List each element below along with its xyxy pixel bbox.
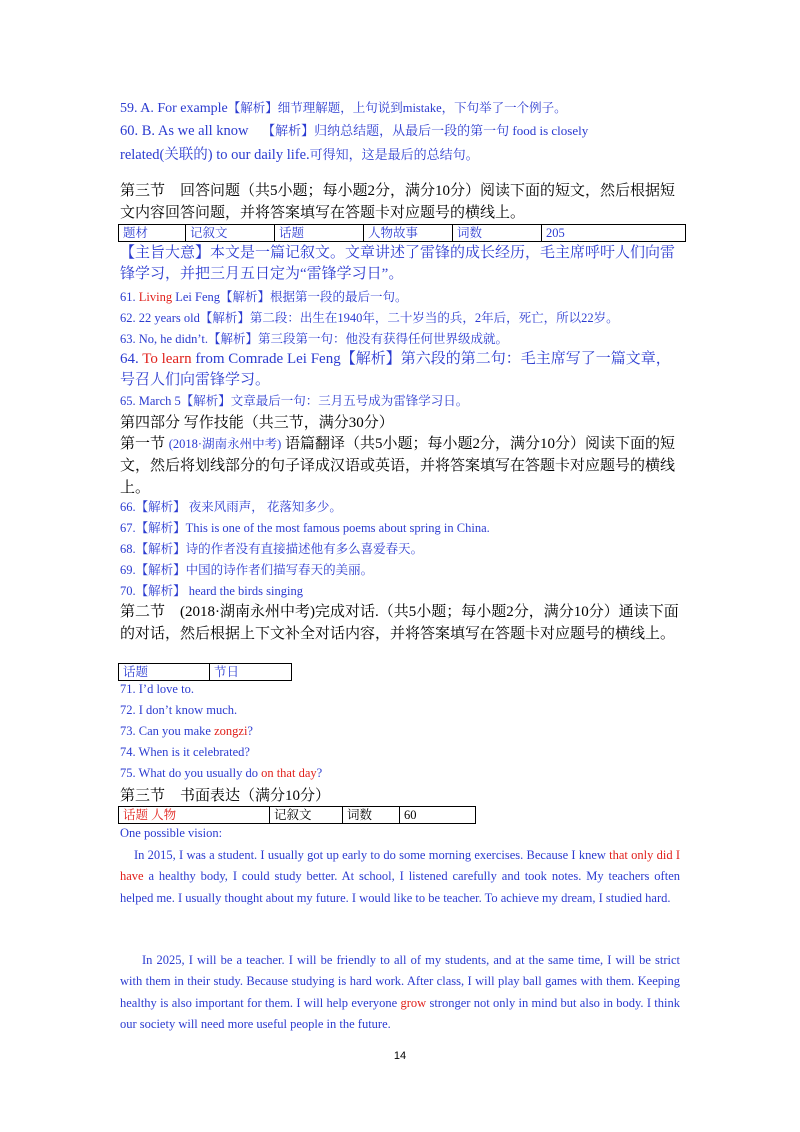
answer-59 [120,98,567,117]
answer-70: 70.【解析】 heard the birds singing [120,584,303,598]
answer-59-tag: 【解析】 [227,101,278,115]
answer-60-line2 [120,143,479,164]
answer-73-post: ? [247,724,253,738]
sec1-pre: 第一节 [120,436,169,452]
info-cell: 话题 [119,664,210,681]
section3w-heading: 第三节 书面表达（满分10分） [120,788,331,804]
answer-60-tag: 【解析】 [262,123,315,138]
essay-p2-red: grow [400,995,427,1010]
essay-p1-a: In 2015, I was a student. I usually got up early to do some morning exercises. Because I knew [134,848,610,862]
sec1-rest: 语篇翻译（共5小题；每小题2分，满分10分）阅读下面的短文，然后将划线部分的句子译成汉语或英语，并将答案填写在答题卡对应题号的横线上。 [120,436,676,496]
info-cell: 题材 [119,225,186,242]
answer-64-num: 64. [120,351,143,367]
answer-68: 68.【解析】诗的作者没有直接描述他有多么喜爱春天。 [120,542,424,556]
answer-64-red: To learn [142,351,192,367]
answer-59-text: 细节理解题，上句说到mistake，下句举了一个例子。 [277,101,567,115]
answer-71: 71. I’d love to. [120,682,194,696]
info-cell: 节日 [210,664,292,681]
answer-62: 62. 22 years old【解析】第二段：出生在1940年，二十岁当的兵，2年后，死亡，所以22岁。 [120,311,619,325]
answer-65: 65. March 5【解析】文章最后一句：三月五号成为雷锋学习日。 [120,394,469,408]
section3-heading: 第三节 回答问题（共5小题；每小题2分，满分10分）阅读下面的短文，然后根据短文内容回答问题，并将答案填写在答题卡对应题号的横线上。 [120,183,676,221]
answer-60-head: 60. B. As we all know [120,123,249,139]
answer-64 [120,349,680,391]
one-possible-version: One possible vision: [120,826,223,840]
answer-75 [120,766,322,781]
info-cell: 记叙文 [186,225,275,242]
info-cell: 话题 人物 [119,807,270,824]
info-cell: 205 [542,225,686,242]
main-idea: 【主旨大意】本文是一篇记叙文。文章讲述了雷锋的成长经历，毛主席呼吁人们向雷锋学习，并把三月五日定为“雷锋学习日”。 [120,245,676,282]
answer-60-line2-cn: 可得知，这是最后的总结句。 [309,147,479,162]
answer-73-red: zongzi [214,724,248,738]
answer-60 [120,120,588,140]
essay-paragraph-2 [120,950,680,1035]
answer-61-rest: Lei Feng【解析】根据第一段的最后一句。 [172,290,408,304]
section2-heading: 第二节 (2018·湖南永州中考)完成对话.（共5小题；每小题2分，满分10分）通读下面的对话，然后根据上下文补全对话内容，并将答案填写在答题卡对应题号的横线上。 [120,604,679,642]
essay-p2-a: In 2025, I will be a teacher. I will be friendly to all of my students, and at the same time, I will be strict with them in their study. Because studying is hard work. After class, I will play ball games with them. Keeping healthy is also important for them. I will help everyone [120,953,680,1010]
essay-p1-red: that only did I have [120,848,680,884]
answer-69: 69.【解析】中国的诗作者们描写春天的美丽。 [120,563,374,577]
part4-sec1-heading [120,433,680,499]
answer-61 [120,287,408,305]
answer-67: 67.【解析】This is one of the most famous poems about spring in China. [120,521,490,535]
section2-info-table [118,663,292,681]
answer-63: 63. No, he didn’t.【解析】第三段第一句：他没有获得任何世界级成就。 [120,332,508,346]
sec1-src: (2018·湖南永州中考) [168,437,282,451]
essay-paragraph-1 [120,845,680,909]
info-cell: 话题 [275,225,364,242]
essay-p2-b: stronger not only in mind but also in body. I think our society will need more useful people in the future. [120,995,681,1031]
page-number: 14 [393,1050,407,1062]
info-cell: 词数 [343,807,400,824]
answer-74: 74. When is it celebrated? [120,745,250,759]
answer-61-red: Living [138,290,173,304]
section3w-info-table [118,806,476,824]
answer-73-pre: 73. Can you make [120,724,215,738]
answer-72: 72. I don’t know much. [120,703,238,717]
answer-61-num: 61. [120,290,139,304]
answer-75-red: on that day [261,766,317,780]
answer-59-head: 59. A. For example [120,101,228,116]
section3-info-table [118,224,686,242]
answer-75-post: ? [316,766,323,780]
info-cell: 词数 [453,225,542,242]
info-cell: 60 [400,807,476,824]
answer-60-line2-en: related(关联的) to our daily life. [120,147,310,163]
info-cell: 人物故事 [364,225,453,242]
answer-75-pre: 75. What do you usually do [120,766,262,780]
essay-p1-b: a healthy body, I could study better. At school, I listened carefully and took notes. My teachers often helped me. I usually thought about my future. I would like to be teacher. To achieve my dream, I studied hard. [120,869,680,905]
answer-60-text: 归纳总结题，从最后一段的第一句 food is closely [314,123,589,138]
answer-73 [120,724,253,739]
answer-66: 66.【解析】 夜来风雨声， 花落知多少。 [120,500,342,514]
info-cell: 记叙文 [270,807,343,824]
part4-heading: 第四部分 写作技能（共三节，满分30分） [120,415,394,431]
answer-64-rest: from Comrade Lei Feng【解析】第六段的第二句：毛主席写了一篇文章，号召人们向雷锋学习。 [120,351,671,388]
